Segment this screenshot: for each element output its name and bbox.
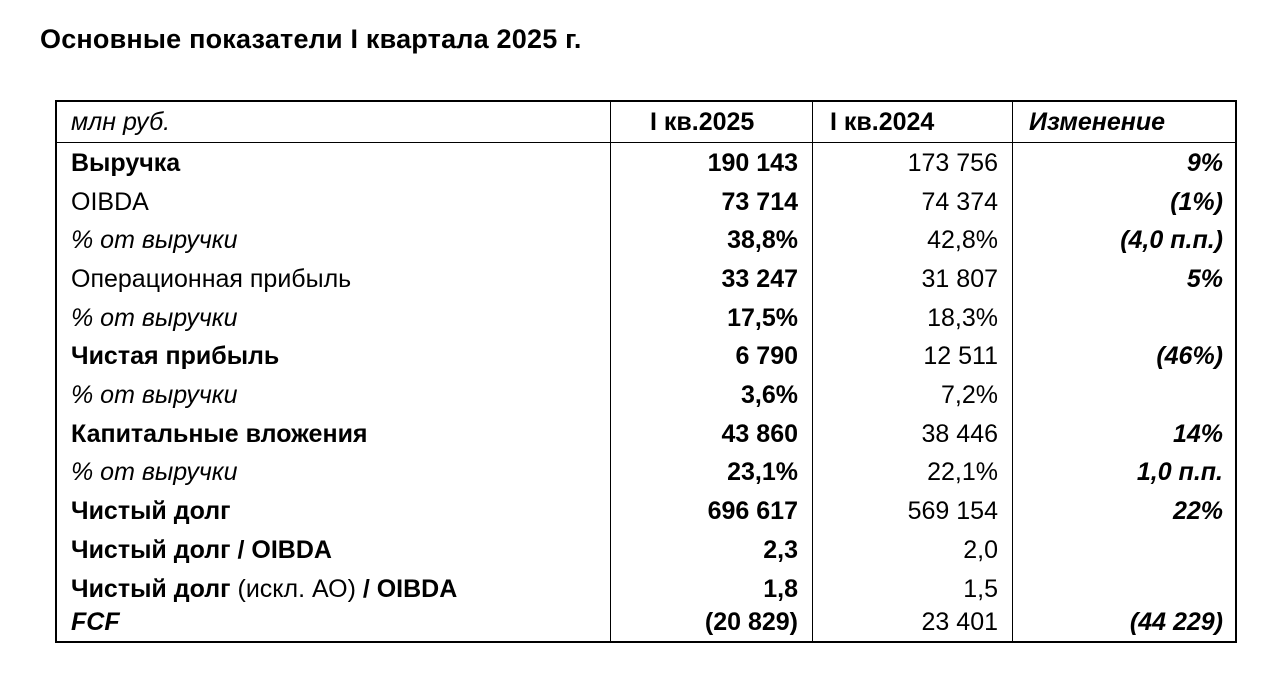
value-2025: 2,3 <box>763 535 798 564</box>
value-2025: 6 790 <box>735 342 798 371</box>
header-change: Изменение <box>1029 107 1166 136</box>
value-2024: 1,5 <box>963 574 998 603</box>
value-2025: 23,1% <box>727 458 798 487</box>
row-label: FCF <box>71 607 120 636</box>
value-change: 9% <box>1186 148 1223 177</box>
row-label: % от выручки <box>71 381 238 410</box>
value-2024: 7,2% <box>941 381 998 410</box>
row-label: Операционная прибыль <box>71 264 352 293</box>
row-label-part: (искл. АО) <box>230 574 363 603</box>
row-label: % от выручки <box>71 303 238 332</box>
value-change: 5% <box>1186 264 1223 293</box>
table-header <box>57 102 1235 142</box>
row-label: Выручка <box>71 148 181 177</box>
value-2024: 42,8% <box>927 226 998 255</box>
row-label: Капитальные вложения <box>71 419 368 448</box>
header-divider <box>57 142 1235 143</box>
value-change: 22% <box>1172 497 1223 526</box>
table-row <box>57 376 1235 415</box>
value-change: (4,0 п.п.) <box>1120 226 1223 255</box>
value-2025: (20 829) <box>704 607 798 636</box>
row-label: Чистая прибыль <box>71 342 280 371</box>
value-2025: 17,5% <box>727 303 798 332</box>
value-2024: 12 511 <box>923 342 998 371</box>
table-row <box>57 299 1235 338</box>
table-row <box>57 531 1235 570</box>
row-label: OIBDA <box>71 187 149 216</box>
value-2025: 696 617 <box>707 497 798 526</box>
value-2025: 73 714 <box>721 187 798 216</box>
table-row <box>57 492 1235 531</box>
value-change <box>1014 299 1223 338</box>
table-row <box>57 221 1235 260</box>
value-change <box>1014 531 1223 570</box>
row-label: % от выручки <box>71 226 238 255</box>
value-2025: 190 143 <box>707 148 798 177</box>
table-row <box>57 144 1235 183</box>
value-change: (46%) <box>1156 342 1223 371</box>
table-row <box>57 183 1235 222</box>
metrics-table <box>55 100 1237 643</box>
value-2025: 33 247 <box>721 264 798 293</box>
value-2024: 23 401 <box>921 607 998 636</box>
value-2024: 173 756 <box>907 148 998 177</box>
value-2025: 1,8 <box>763 574 798 603</box>
value-change: (1%) <box>1170 187 1223 216</box>
table-row <box>57 338 1235 377</box>
header-2025: I кв.2025 <box>650 107 755 136</box>
row-label: % от выручки <box>71 458 238 487</box>
value-2025: 43 860 <box>721 419 798 448</box>
header-2024: I кв.2024 <box>830 107 935 136</box>
value-2024: 74 374 <box>921 187 998 216</box>
table-row <box>57 603 1235 642</box>
value-change: (44 229) <box>1129 607 1223 636</box>
value-change: 1,0 п.п. <box>1136 458 1223 487</box>
value-2025: 3,6% <box>741 381 798 410</box>
value-2024: 2,0 <box>963 535 998 564</box>
table-row <box>57 415 1235 454</box>
value-change <box>1014 376 1223 415</box>
row-label-part: Чистый долг <box>71 574 231 603</box>
table-row <box>57 260 1235 299</box>
value-change: 14% <box>1172 419 1223 448</box>
table-row <box>57 454 1235 493</box>
header-unit: млн руб. <box>71 107 171 136</box>
value-2024: 22,1% <box>927 458 998 487</box>
value-2024: 38 446 <box>921 419 998 448</box>
value-2024: 18,3% <box>927 303 998 332</box>
row-label: Чистый долг / OIBDA <box>71 535 332 564</box>
value-2024: 569 154 <box>907 497 998 526</box>
row-label-part: / OIBDA <box>362 574 458 603</box>
value-2025: 38,8% <box>727 226 798 255</box>
page-title: Основные показатели I квартала 2025 г. <box>40 24 582 54</box>
row-label: Чистый долг <box>71 497 231 526</box>
value-2024: 31 807 <box>921 264 998 293</box>
